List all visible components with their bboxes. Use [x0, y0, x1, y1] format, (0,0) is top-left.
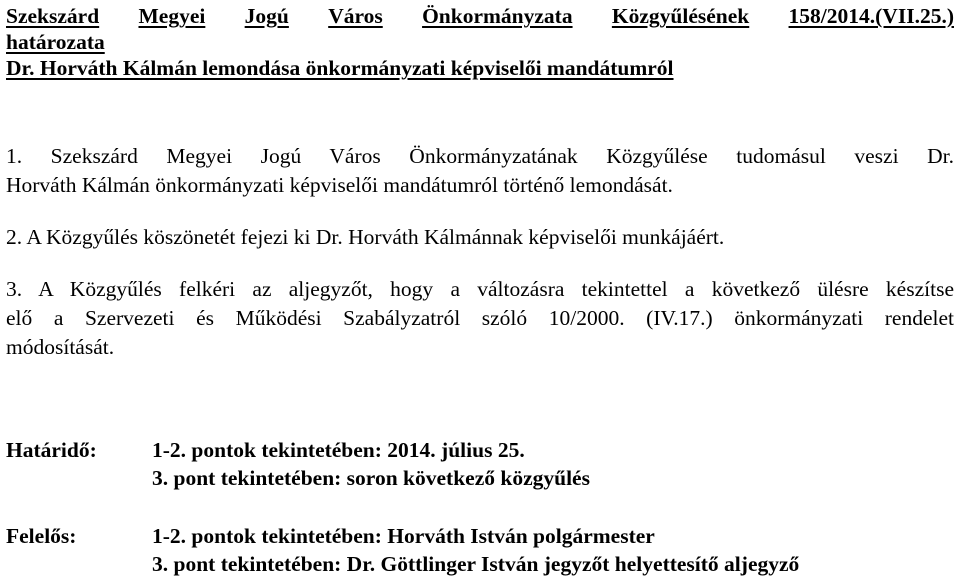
header-resolution-word	[6, 29, 954, 55]
resolution-items	[6, 142, 954, 362]
header-word: Szekszárd	[6, 4, 100, 28]
item-1-line-a: 1. Szekszárd Megyei Jogú Város Önkormányzatának Közgyűlése tudomásul veszi Dr.	[6, 144, 954, 168]
header-word: Jogú	[244, 4, 289, 28]
deadline-label-spacer	[6, 464, 152, 492]
header-word: Megyei	[138, 4, 206, 28]
deadline-row-1	[6, 436, 954, 464]
header-subject-text: Dr. Horváth Kálmán lemondása önkormányzati képviselői mandátumról	[6, 56, 674, 80]
resolution-number: 158/2014.(VII.25.)	[788, 4, 954, 28]
responsible-block	[6, 522, 954, 578]
resolution-item-1	[6, 142, 954, 200]
responsible-line-1: 1-2. pontok tekintetében: Horváth István polgármester	[152, 524, 655, 548]
responsible-row-2	[6, 550, 954, 578]
item-3-line-a: 3. A Közgyűlés felkéri az aljegyzőt, hogy a változásra tekintettel a következő ülésre készítse	[6, 277, 954, 301]
responsible-label: Felelős:	[6, 524, 77, 548]
document-page	[6, 0, 954, 576]
responsible-label-spacer	[6, 550, 152, 578]
item-2-text: 2. A Közgyűlés köszönetét fejezi ki Dr. Horváth Kálmánnak képviselői munkájáért.	[6, 225, 725, 249]
deadline-line-1: 1-2. pontok tekintetében: 2014. július 25.	[152, 438, 525, 462]
deadline-label: Határidő:	[6, 438, 97, 462]
resolution-item-2	[6, 223, 954, 252]
deadline-block	[6, 436, 954, 492]
item-1-line-b: Horváth Kálmán önkormányzati képviselői mandátumról történő lemondását.	[6, 173, 673, 197]
item-3-line-c: módosítását.	[6, 335, 115, 359]
responsible-row-1	[6, 522, 954, 550]
item-3-line-b: elő a Szervezeti és Működési Szabályzatról szóló 10/2000. (IV.17.) önkormányzati rendelet	[6, 306, 954, 330]
header-subject	[6, 55, 954, 81]
header-title-line	[6, 3, 954, 29]
responsible-line-2: 3. pont tekintetében: Dr. Göttlinger István jegyzőt helyettesítő aljegyző	[152, 552, 800, 576]
resolution-item-3	[6, 275, 954, 362]
header-word: Közgyűlésének	[611, 4, 750, 28]
deadline-line-2: 3. pont tekintetében: soron következő közgyűlés	[152, 466, 590, 490]
deadline-row-2	[6, 464, 954, 492]
resolution-header	[6, 3, 954, 81]
header-word: Város	[328, 4, 383, 28]
header-resolution-text: határozata	[6, 30, 105, 54]
header-word: Önkormányzata	[422, 4, 573, 28]
